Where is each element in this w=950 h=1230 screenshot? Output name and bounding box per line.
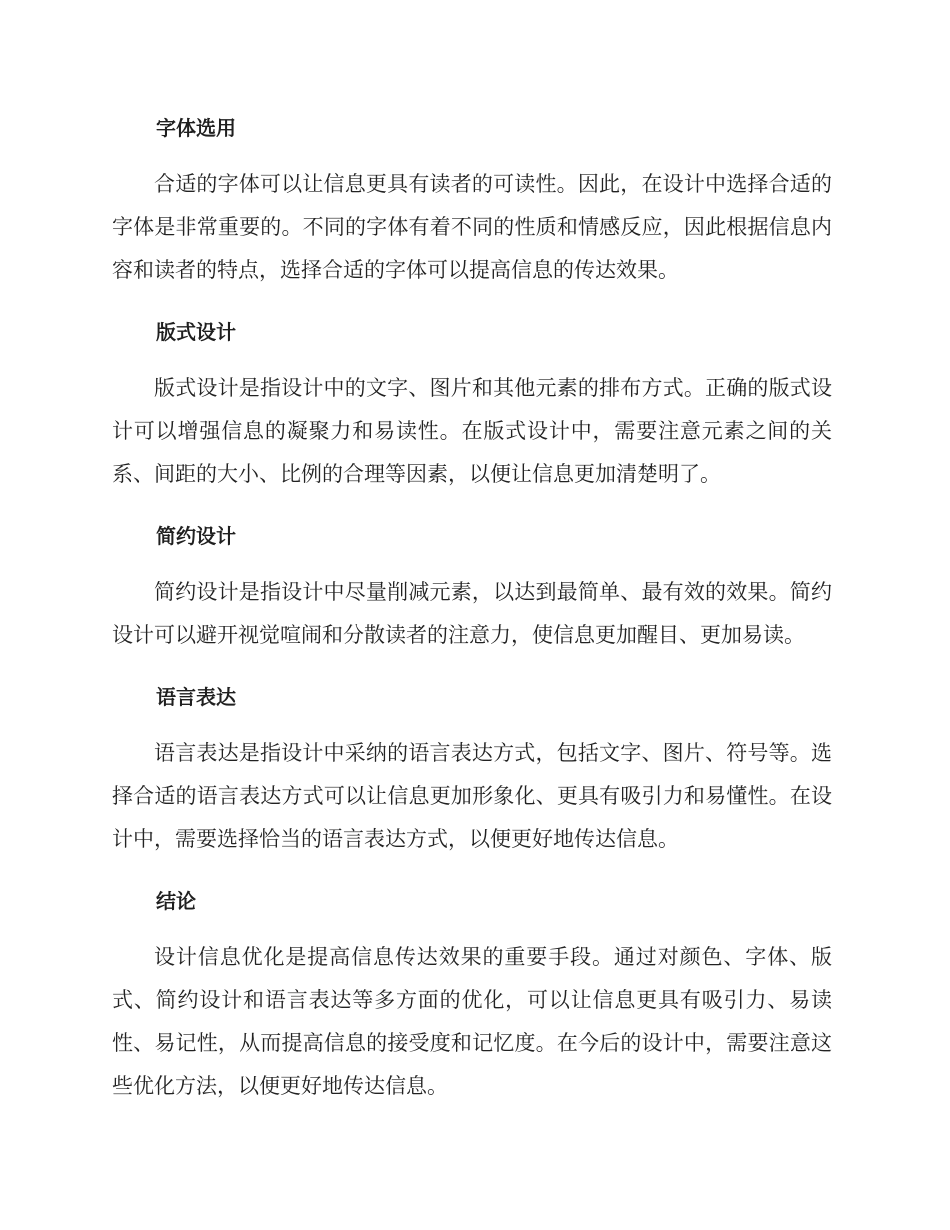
- document-body: [112, 108, 832, 1108]
- section-conclusion: [112, 881, 832, 1108]
- section-paragraph: 版式设计是指设计中的文字、图片和其他元素的排布方式。正确的版式设计可以增强信息的凝聚力和易读性。在版式设计中，需要注意元素之间的关系、间距的大小、比例的合理等因素，以便让信息更加清楚明了。: [112, 376, 832, 486]
- section-heading: 版式设计: [156, 320, 236, 344]
- section-paragraph: 设计信息优化是提高信息传达效果的重要手段。通过对颜色、字体、版式、简约设计和语言表达等多方面的优化，可以让信息更具有吸引力、易读性、易记性，从而提高信息的接受度和记忆度。在今后的设计中，需要注意这些优化方法，以便更好地传达信息。: [112, 945, 832, 1098]
- section-heading: 结论: [156, 889, 196, 913]
- section-paragraph: 合适的字体可以让信息更具有读者的可读性。因此，在设计中选择合适的字体是非常重要的。不同的字体有着不同的性质和情感反应，因此根据信息内容和读者的特点，选择合适的字体可以提高信息的传达效果。: [112, 172, 832, 282]
- section-paragraph: 简约设计是指设计中尽量削减元素，以达到最简单、最有效的效果。简约设计可以避开视觉喧闹和分散读者的注意力，使信息更加醒目、更加易读。: [112, 580, 832, 647]
- section-heading: 字体选用: [156, 116, 236, 140]
- section-layout-design: [112, 312, 832, 496]
- section-paragraph: 语言表达是指设计中采纳的语言表达方式，包括文字、图片、符号等。选择合适的语言表达方式可以让信息更加形象化、更具有吸引力和易懂性。在设计中，需要选择恰当的语言表达方式，以便更好地传达信息。: [112, 741, 832, 851]
- section-heading: 语言表达: [156, 685, 236, 709]
- section-language-expression: [112, 677, 832, 861]
- section-minimal-design: [112, 516, 832, 657]
- section-font-selection: [112, 108, 832, 292]
- section-heading: 简约设计: [156, 524, 236, 548]
